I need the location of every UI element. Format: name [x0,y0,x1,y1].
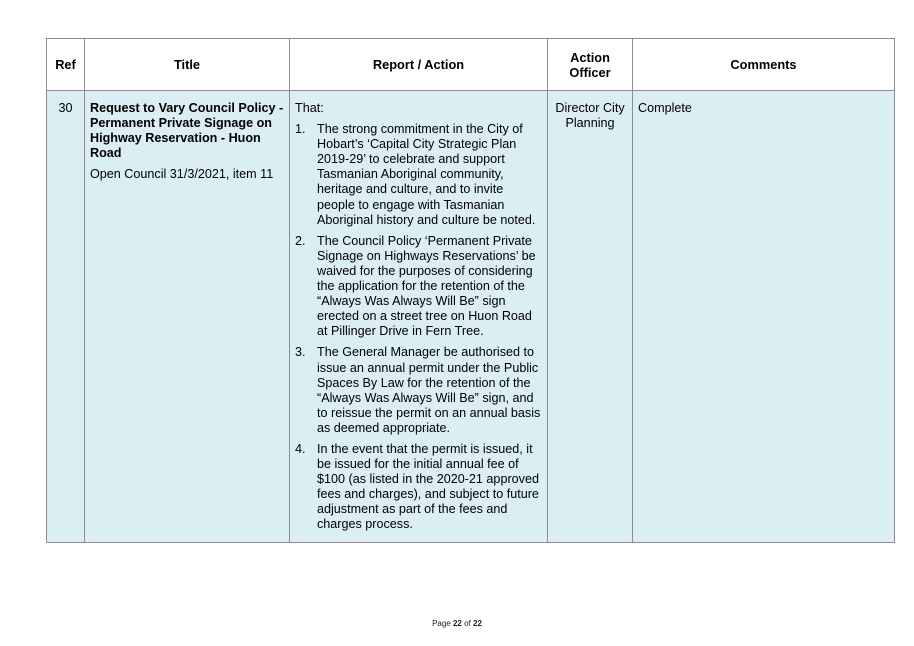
cell-action-officer: Director City Planning [548,91,633,543]
meeting-reference: Open Council 31/3/2021, item 11 [90,167,274,182]
header-title: Title [85,39,290,91]
header-comments: Comments [633,39,895,91]
page-label: Page [432,619,453,628]
table-row [47,91,895,543]
page-footer [0,619,914,628]
action-report-table [46,38,895,543]
resolution-list [295,122,542,532]
list-item [295,345,542,436]
item-title: Request to Vary Council Policy - Permanent Private Signage on Highway Reservation - Huon Road [90,101,284,161]
list-item-text: In the event that the permit is issued, it be issued for the initial annual fee of $100 (as listed in the 2020-21 approved fees and charges), and subject to future adjustment as part of the fees and charges process. [317,441,539,532]
header-action-officer: Action Officer [548,39,633,91]
header-report-action: Report / Action [290,39,548,91]
list-item [295,122,542,228]
list-item [295,442,542,533]
cell-ref: 30 [47,91,85,543]
current-page-number: 22 [452,619,462,628]
table-header-row [47,39,895,91]
total-pages-number: 22 [473,619,482,628]
list-item-number: 3. [295,345,306,360]
header-ref: Ref [47,39,85,91]
list-item-text: The strong commitment in the City of Hobart’s ‘Capital City Strategic Plan 2019-29’ to celebrate and support Tasmanian Aboriginal community, heritage and culture, and to invite people to engage with Tasmanian Aboriginal history and culture be noted. [317,122,536,227]
list-item [295,234,542,340]
list-item-number: 1. [295,122,306,137]
resolution-intro: That: [295,101,324,115]
list-item-number: 4. [295,441,306,456]
list-item-text: The General Manager be authorised to issue an annual permit under the Public Spaces By Law for the retention of the “Always Was Always Will Be” sign, and to reissue the permit on an annual basis as deemed appropriate. [317,345,541,435]
cell-comments: Complete [633,91,895,543]
cell-report-action [290,91,548,543]
page-of-label: of [461,619,474,628]
list-item-number: 2. [295,233,306,248]
cell-title [85,91,290,543]
list-item-text: The Council Policy ‘Permanent Private Signage on Highways Reservations’ be waived for the purposes of considering the application for the retention of the “Always Was Always Will Be” sign erected on a street tree on Huon Road at Pillinger Drive in Fern Tree. [317,233,536,339]
